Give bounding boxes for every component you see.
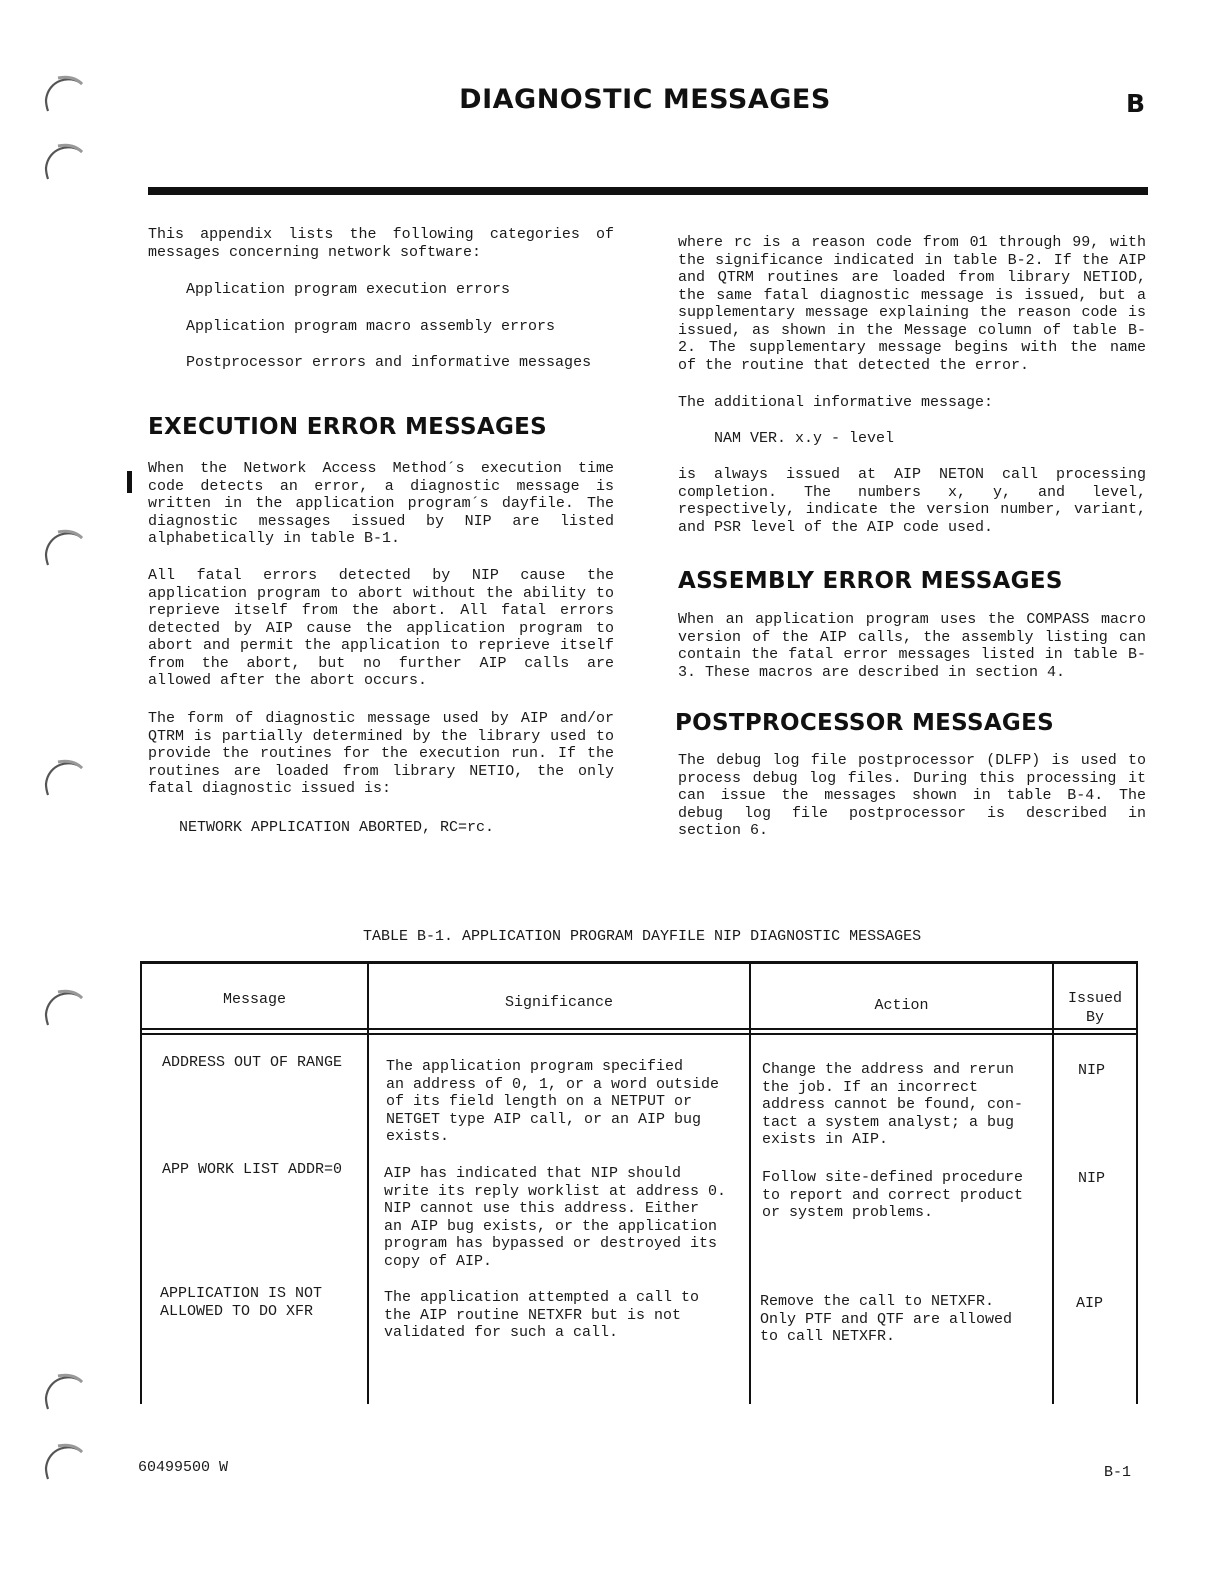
message-line: ADDRESS OUT OF RANGE	[162, 1054, 343, 1071]
action-line: Only PTF and QTF are allowed	[760, 1310, 1013, 1328]
significance-line: of its field length on a NETPUT or	[386, 1093, 693, 1110]
category-item: Application program execution errors	[186, 281, 511, 298]
action-line: the job. If an incorrect	[762, 1078, 979, 1096]
action-line: tact a system analyst; a bug	[762, 1113, 1015, 1131]
significance-line: NETGET type AIP call, or an AIP bug	[386, 1110, 702, 1128]
category-item: Application program macro assembly errors	[186, 318, 556, 335]
table-row-message	[160, 1285, 322, 1320]
postprocessor-paragraph: The debug log file postprocessor (DLFP) is used to process debug log files. During this processing it can issue the messages shown in table B-4. The debug log file postprocessor is described in section 6.	[678, 752, 1146, 839]
action-line: address cannot be found, con-	[762, 1096, 1024, 1113]
significance-line: copy of AIP.	[384, 1252, 493, 1270]
significance-line: the AIP routine NETXFR but is not	[384, 1306, 682, 1324]
table-row-issued-by: NIP	[1078, 1170, 1106, 1187]
action-line: Change the address and rerun	[762, 1061, 1015, 1078]
table-row-significance	[386, 1058, 719, 1146]
informative-intro: The additional informative message:	[678, 394, 994, 411]
change-bar	[127, 471, 132, 493]
binder-hole-mark	[40, 142, 86, 188]
binder-hole-mark	[40, 1442, 86, 1488]
section-heading-assembly: ASSEMBLY ERROR MESSAGES	[678, 568, 1063, 594]
table-row-action	[762, 1169, 1023, 1222]
action-line: Follow site-defined procedure	[762, 1169, 1024, 1186]
informative-paragraph: is always issued at AIP NETON call processing completion. The numbers x, y, and level, respectively, indicate the version number, variant, and PSR level of the AIP code used.	[678, 466, 1146, 536]
table-rule	[140, 1033, 1138, 1035]
intro-paragraph: This appendix lists the following categories of messages concerning network software:	[148, 226, 614, 261]
table-row-message	[162, 1161, 342, 1179]
column-header-message: Message	[222, 991, 286, 1008]
significance-line: The application attempted a call to	[384, 1289, 700, 1306]
section-heading-postprocessor: POSTPROCESSOR MESSAGES	[675, 710, 1054, 736]
message-line: APPLICATION IS NOT	[160, 1285, 323, 1302]
significance-line: program has bypassed or destroyed its	[384, 1235, 718, 1252]
action-line: exists in AIP.	[762, 1131, 889, 1148]
table-caption: TABLE B-1. APPLICATION PROGRAM DAYFILE NIP DIAGNOSTIC MESSAGES	[363, 928, 922, 945]
page-number: B-1	[1104, 1464, 1132, 1481]
table-row-issued-by: NIP	[1078, 1062, 1106, 1079]
column-header-issued-line: Issued	[1067, 990, 1122, 1007]
document-number: 60499500 W	[138, 1459, 229, 1476]
table-row-action	[760, 1293, 1012, 1346]
appendix-letter: B	[1126, 89, 1146, 118]
action-line: Remove the call to NETXFR.	[760, 1293, 995, 1310]
binder-hole-mark	[40, 758, 86, 804]
category-item: Postprocessor errors and informative messages	[186, 354, 592, 371]
execution-paragraph-3: The form of diagnostic message used by AIP and/or QTRM is partially determined by the library used to provide the routines for the execution run. If the routines are loaded from library NETIO, the only fatal diagnostic issued is:	[148, 710, 614, 797]
table-rule	[749, 964, 751, 1404]
section-heading-execution: EXECUTION ERROR MESSAGES	[148, 414, 548, 440]
table-rule	[1052, 964, 1054, 1404]
informative-message-example: NAM VER. x.y - level	[714, 430, 895, 447]
table-row-issued-by: AIP	[1076, 1295, 1104, 1312]
significance-line: The application program specified	[386, 1058, 684, 1075]
significance-line: validated for such a call.	[384, 1324, 619, 1341]
execution-paragraph-1: When the Network Access Method´s execution time code detects an error, a diagnostic message is written in the application program´s dayfile. The diagnostic messages issued by NIP are listed alphabetically in table B-1.	[148, 460, 614, 547]
table-rule	[1136, 964, 1138, 1404]
column-header-action: Action	[874, 997, 929, 1014]
column-header-significance: Significance	[504, 994, 614, 1011]
table-rule	[140, 964, 142, 1404]
execution-paragraph-2: All fatal errors detected by NIP cause the application program to abort without the ability to reprieve itself from the abort. All fatal errors detected by AIP cause the application program to abort and permit the application to reprieve itself from the abort, but no further AIP calls are allowed after the abort occurs.	[148, 567, 614, 689]
table-row-significance	[384, 1289, 699, 1342]
reason-code-paragraph: where rc is a reason code from 01 through 99, with the significance indicated in table B-2. If the AIP and QTRM routines are loaded from library NETIOD, the same fatal diagnostic message is issued, but a supplementary message explaining the reason code is issued, as shown in the Message column of table B-2. The supplementary message begins with the name of the routine that detected the error.	[678, 234, 1146, 374]
table-rule	[367, 964, 369, 1404]
significance-line: exists.	[386, 1128, 450, 1145]
table-row-action	[762, 1061, 1023, 1149]
action-line: to call NETXFR.	[760, 1328, 896, 1345]
header-rule	[148, 187, 1148, 195]
page-title: DIAGNOSTIC MESSAGES	[459, 84, 831, 115]
action-line: or system problems.	[762, 1204, 934, 1221]
table-row-significance	[384, 1165, 726, 1270]
message-line: ALLOWED TO DO XFR	[160, 1302, 314, 1320]
significance-line: an AIP bug exists, or the application	[384, 1217, 718, 1235]
significance-line: NIP cannot use this address. Either	[384, 1200, 700, 1217]
assembly-paragraph: When an application program uses the COMPASS macro version of the AIP calls, the assembly listing can contain the fatal error messages listed in table B-3. These macros are described in section 4.	[678, 611, 1146, 681]
binder-hole-mark	[40, 1372, 86, 1418]
column-header-issued-by	[1054, 990, 1136, 1026]
binder-hole-mark	[40, 528, 86, 574]
table-rule	[140, 1028, 1138, 1030]
fatal-message-example: NETWORK APPLICATION ABORTED, RC=rc.	[179, 819, 495, 836]
column-header-issued-line: By	[1085, 1008, 1104, 1026]
significance-line: write its reply worklist at address 0.	[384, 1182, 727, 1200]
diagnostic-table	[140, 961, 1138, 1404]
significance-line: an address of 0, 1, or a word outside	[386, 1075, 720, 1093]
significance-line: AIP has indicated that NIP should	[384, 1165, 682, 1182]
table-row-message	[162, 1054, 342, 1072]
binder-hole-mark	[40, 988, 86, 1034]
message-line: APP WORK LIST ADDR=0	[162, 1161, 343, 1178]
action-line: to report and correct product	[762, 1186, 1024, 1204]
